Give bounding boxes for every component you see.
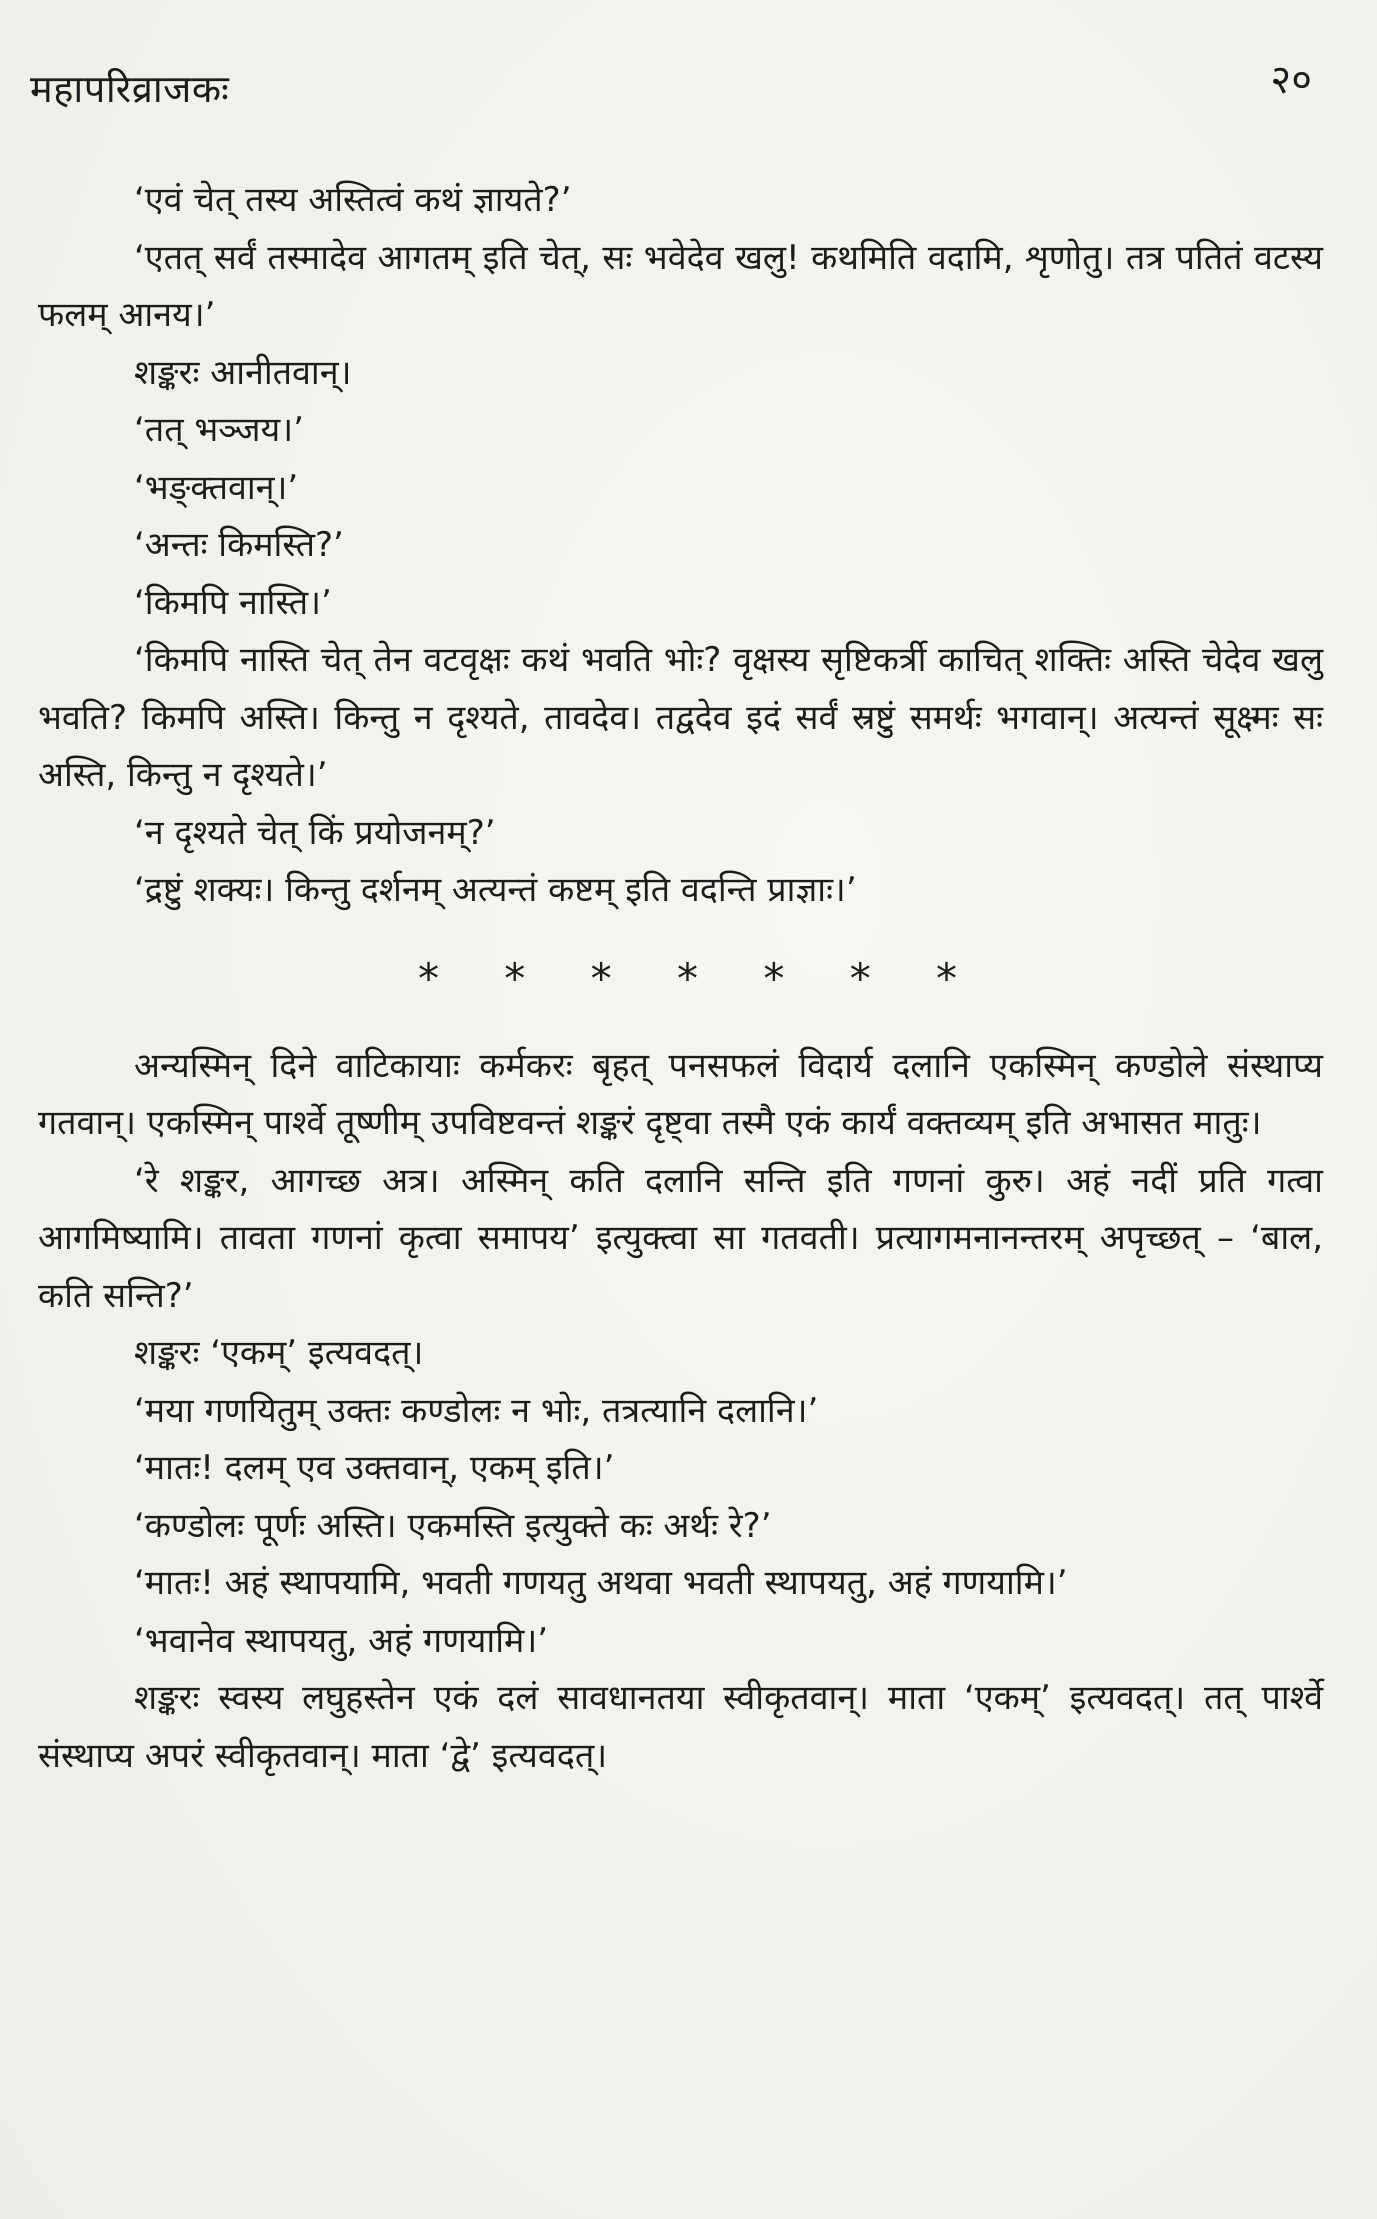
paragraph: ‘द्रष्टुं शक्यः। किन्तु दर्शनम् अत्यन्तं कष्टम् इति वदन्ति प्राज्ञाः।’ [134, 870, 857, 910]
paragraph: शङ्करः स्वस्य लघुहस्तेन एकं दलं सावधानतया स्वीकृतवान्। माता ‘एकम्’ इत्यवदत्। तत् पार्श्वे संस्थाप्य अपरं स्वीकृतवान्। माता ‘द्वे’ इत्यवदत्। [38, 1678, 1323, 1776]
paragraph: शङ्करः आनीतवान्। [134, 352, 352, 393]
paragraph: ‘तत् भञ्जय।’ [134, 410, 304, 450]
paragraph: ‘भवानेव स्थापयतु, अहं गणयामि।’ [134, 1620, 549, 1661]
paragraph: ‘मया गणयितुम् उक्तः कण्डोलः न भोः, तत्रत्यानि दलानि।’ [134, 1390, 819, 1431]
paragraph: ‘मातः! अहं स्थापयामि, भवती गणयतु अथवा भवती स्थापयतु, अहं गणयामि।’ [134, 1563, 1068, 1603]
paragraph: ‘न दृश्यते चेत् किं प्रयोजनम्?’ [134, 812, 496, 853]
paragraph: ‘एतत् सर्वं तस्मादेव आगतम् इति चेत्, सः भवेदेव खलु! कथमिति वदामि, शृणोतु। तत्र पतितं वटस्य फलम् आनय।’ [38, 237, 1323, 335]
paragraph: ‘अन्तः किमस्ति?’ [134, 525, 344, 565]
paragraph: ‘एवं चेत् तस्य अस्तित्वं कथं ज्ञायते?’ [134, 180, 572, 220]
paragraph: ‘किमपि नास्ति चेत् तेन वटवृक्षः कथं भवति भोः? वृक्षस्य सृष्टिकर्त्री काचित् शक्तिः अस्ति चेदेव खलु भवति? किमपि अस्ति। किन्तु न दृश्यते, तावदेव। तद्वदेव इदं सर्वं स्रष्टुं समर्थः भगवान्। अत्यन्तं सूक्ष्मः सः अस्ति, किन्तु न दृश्यते।’ [38, 640, 1323, 795]
page-number: २० [1270, 57, 1312, 103]
paragraph: ‘रे शङ्कर, आगच्छ अत्र। अस्मिन् कति दलानि सन्ति इति गणनां कुरु। अहं नदीं प्रति गत्वा आगमिष्यामि। तावता गणनां कृत्वा समापय’ इत्युक्त्वा सा गतवती। प्रत्यागमनानन्तरम् अपृच्छत् – ‘बाल, कति सन्ति?’ [38, 1160, 1323, 1316]
paragraph: ‘कण्डोलः पूर्णः अस्ति। एकमस्ति इत्युक्ते कः अर्थः रे?’ [134, 1505, 772, 1546]
section-separator: * * * * * * * [417, 953, 984, 1003]
paragraph: शङ्करः ‘एकम्’ इत्यवदत्। [134, 1333, 424, 1373]
paragraph: ‘मातः! दलम् एव उक्तवान्, एकम् इति।’ [134, 1448, 615, 1488]
running-header-title: महापरिव्राजकः [30, 67, 230, 111]
paragraph: ‘भङ्क्तवान्।’ [134, 467, 299, 508]
paragraph: अन्यस्मिन् दिने वाटिकायाः कर्मकरः बृहत् पनसफलं विदार्य दलानि एकस्मिन् कण्डोले संस्थाप्य गतवान्। एकस्मिन् पार्श्वे तूष्णीम् उपविष्टवन्तं शङ्करं दृष्ट्वा तस्मै एकं कार्यं वक्तव्यम् इति अभासत मातुः। [38, 1045, 1323, 1143]
paragraph: ‘किमपि नास्ति।’ [134, 582, 332, 623]
body-text [38, 172, 1323, 1785]
